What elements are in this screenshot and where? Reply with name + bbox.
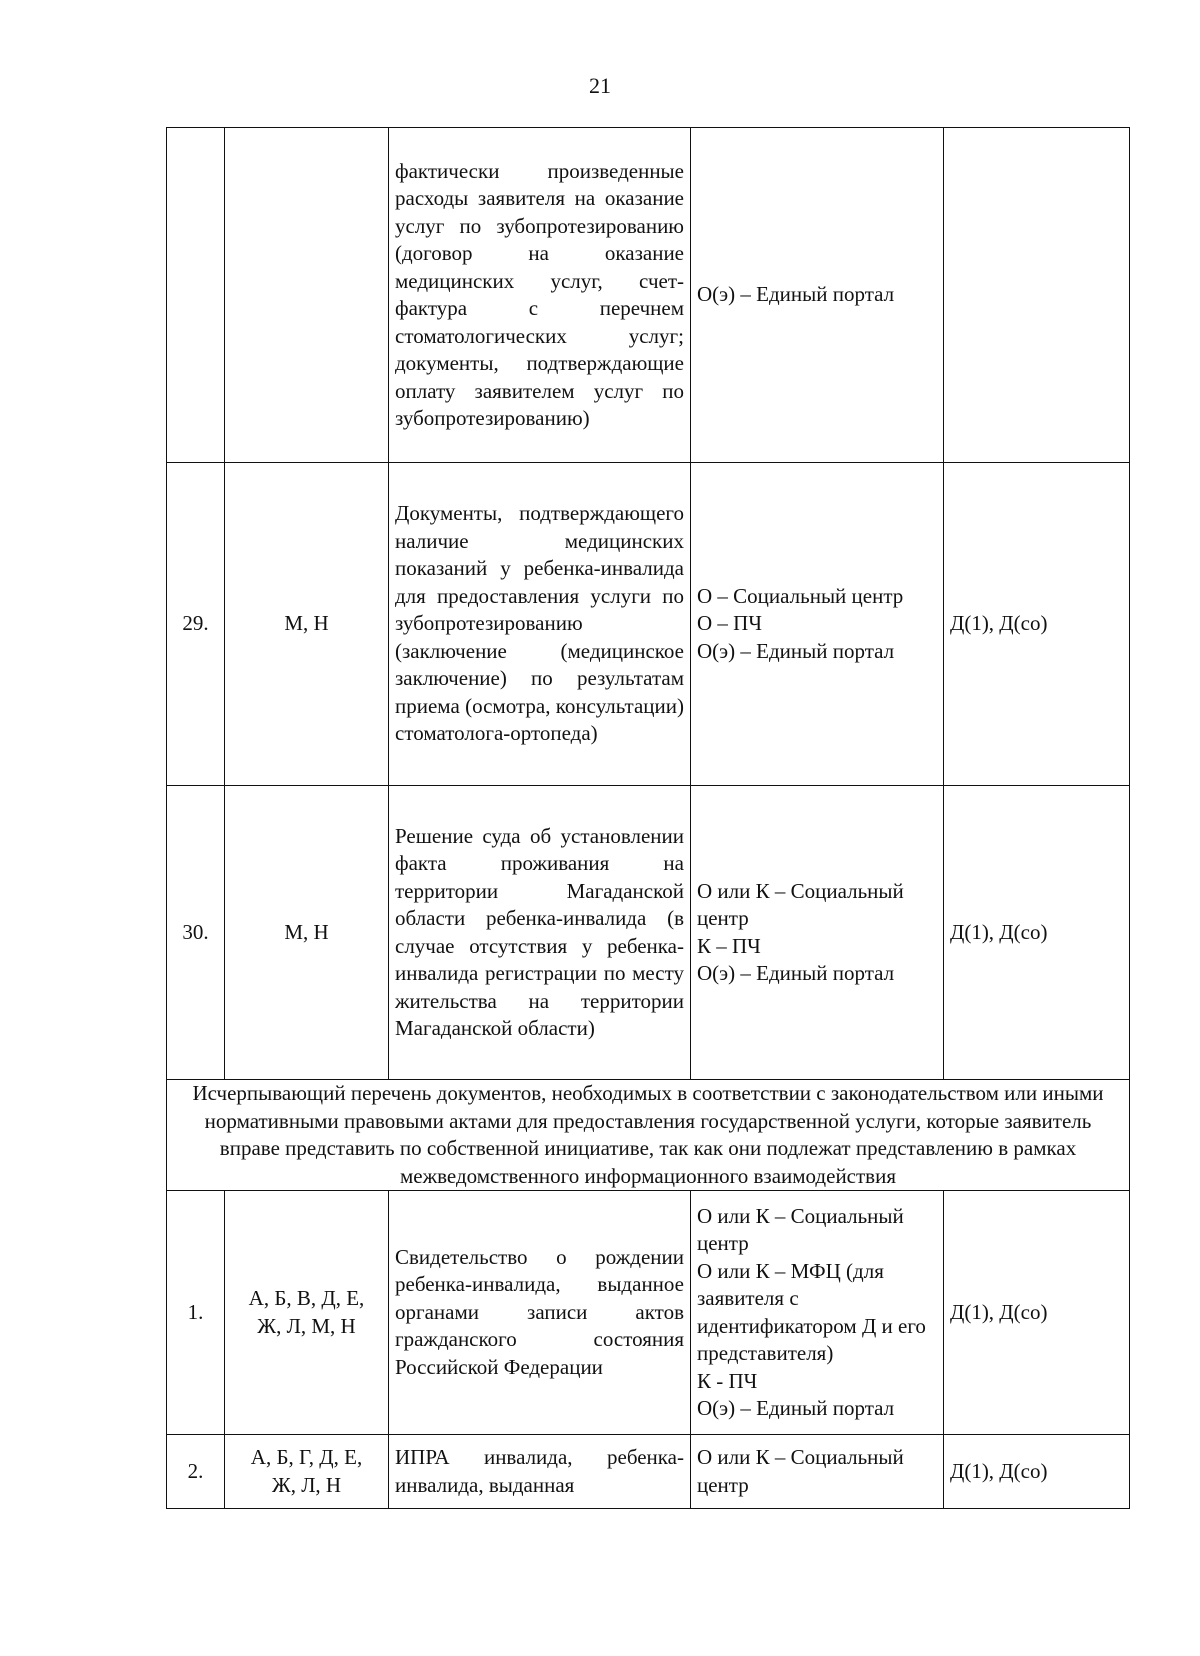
row-codes: Д(1), Д(со) — [944, 786, 1130, 1080]
row-document — [389, 463, 691, 786]
category-line: Ж, Л, Н — [271, 1472, 342, 1497]
row-categories — [225, 463, 389, 786]
source-line: О(э) – Единый портал — [697, 1396, 895, 1420]
row-number — [167, 128, 225, 463]
source-line: О – ПЧ — [697, 611, 762, 636]
row-sources — [691, 1191, 944, 1435]
source-line: О – Социальный центр — [697, 583, 904, 608]
table-row — [167, 1191, 1130, 1435]
document-text: Свидетельство о рождении ребенка-инвалида, выданное органами записи актов гражданского состояния Российской Федерации — [395, 1244, 684, 1379]
row-number: 1. — [167, 1191, 225, 1435]
document-text: Документы, подтверждающего наличие медицинских показаний у ребенка-инвалида для предоставления услуги по зубопротезированию (заключение (медицинское заключение) по результатам приема (осмотра, консультации) стоматолога-ортопеда) — [395, 501, 684, 746]
category-line: Ж, Л, М, Н — [257, 1313, 356, 1338]
documents-table — [166, 127, 1130, 1509]
source-line: К - ПЧ — [697, 1368, 758, 1393]
category-line: М, Н — [284, 919, 329, 944]
row-codes: Д(1), Д(со) — [944, 1435, 1130, 1509]
row-document — [389, 1435, 691, 1509]
row-sources — [691, 128, 944, 463]
page-number: 21 — [589, 73, 611, 98]
row-codes: Д(1), Д(со) — [944, 1191, 1130, 1435]
source-line: О или К – Социальный центр — [697, 1203, 904, 1255]
source-line: О(э) – Единый портал — [697, 961, 895, 985]
document-text: ИПРА инвалида, ребенка-инвалида, выданная — [395, 1445, 684, 1497]
section-heading-row — [167, 1080, 1130, 1191]
row-document — [389, 1191, 691, 1435]
source-line: О(э) – Единый портал — [697, 638, 895, 663]
row-sources — [691, 463, 944, 786]
category-line: А, Б, В, Д, Е, — [248, 1286, 365, 1310]
table-row — [167, 128, 1130, 463]
row-codes: Д(1), Д(со) — [944, 463, 1130, 786]
source-line: О или К – Социальный центр — [697, 1445, 904, 1497]
section-heading: Исчерпывающий перечень документов, необходимых в соответствии с законодательством или иными нормативными правовыми актами для предоставления государственной услуги, которые заявитель вправе представить по собственной инициативе, так как они подлежат представлению в рамках межведомственного информационного взаимодействия — [167, 1080, 1130, 1191]
row-codes — [944, 128, 1130, 463]
row-categories — [225, 1435, 389, 1509]
table-row — [167, 1435, 1130, 1509]
row-document — [389, 128, 691, 463]
row-categories — [225, 128, 389, 463]
row-sources — [691, 1435, 944, 1509]
source-line: О или К – Социальный центр — [697, 878, 904, 930]
row-document — [389, 786, 691, 1080]
row-number: 30. — [167, 786, 225, 1080]
row-categories — [225, 786, 389, 1080]
source-line: О(э) – Единый портал — [697, 282, 895, 307]
row-categories — [225, 1191, 389, 1435]
row-number: 2. — [167, 1435, 225, 1509]
row-sources — [691, 786, 944, 1080]
table-row — [167, 463, 1130, 786]
source-line: К – ПЧ — [697, 933, 761, 958]
source-line: О или К – МФЦ (для заявителя с идентификатором Д и его представителя) — [697, 1258, 926, 1365]
category-line: А, Б, Г, Д, Е, — [250, 1445, 363, 1469]
document-text: фактически произведенные расходы заявителя на оказание услуг по зубопротезированию (договор на оказание медицинских услуг, счет-фактура с перечнем стоматологических услуг; документы, подтверждающие оплату заявителем услуг по зубопротезированию) — [395, 158, 684, 430]
table-row — [167, 786, 1130, 1080]
category-line: М, Н — [284, 611, 329, 636]
document-text: Решение суда об установлении факта проживания на территории Магаданской области ребенка-инвалида (в случае отсутствия у ребенка-инвалида регистрации по месту жительства на территории Магаданской области) — [395, 823, 684, 1040]
row-number: 29. — [167, 463, 225, 786]
